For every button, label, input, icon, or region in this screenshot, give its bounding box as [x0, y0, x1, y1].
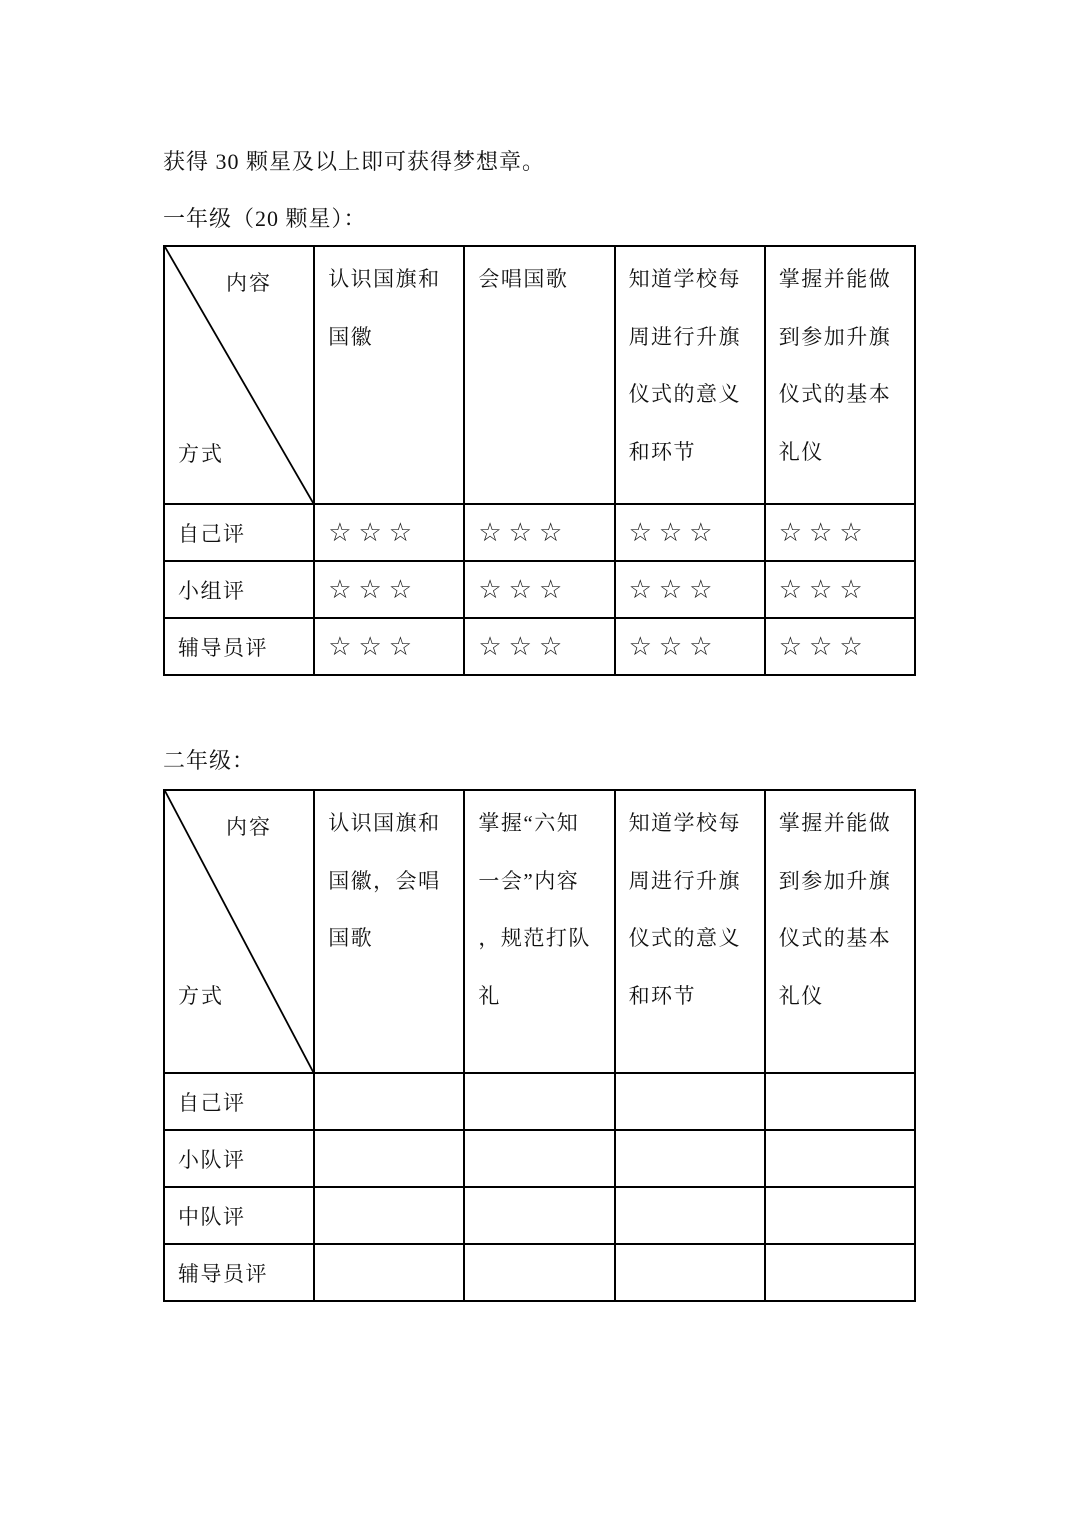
row-label: 自己评 [164, 504, 314, 561]
grade2-column-header-2: 掌握“六知一会”内容，规范打队礼 [464, 790, 614, 1073]
star-rating-cell: ☆☆☆ [615, 618, 765, 675]
grade1-column-header-1: 认识国旗和国徽 [314, 246, 464, 504]
grade1-header-row [164, 246, 915, 504]
grade1-column-header-2: 会唱国歌 [464, 246, 614, 504]
row-label: 小组评 [164, 561, 314, 618]
row-label: 辅导员评 [164, 618, 314, 675]
grade1-corner-cell [164, 246, 314, 504]
grade2-row-counselor [164, 1244, 915, 1301]
grade1-column-header-3: 知道学校每周进行升旗仪式的意义和环节 [615, 246, 765, 504]
row-label: 中队评 [164, 1187, 314, 1244]
grade1-row-self [164, 504, 915, 561]
empty-rating-cell [765, 1244, 915, 1301]
empty-rating-cell [765, 1130, 915, 1187]
empty-rating-cell [314, 1073, 464, 1130]
grade2-column-header-3: 知道学校每周进行升旗仪式的意义和环节 [615, 790, 765, 1073]
star-rating-cell: ☆☆☆ [464, 504, 614, 561]
grade2-column-header-4: 掌握并能做到参加升旗仪式的基本礼仪 [765, 790, 915, 1073]
corner-content-label: 内容 [226, 815, 272, 839]
star-rating-cell: ☆☆☆ [314, 618, 464, 675]
star-rating-cell: ☆☆☆ [314, 561, 464, 618]
star-rating-cell: ☆☆☆ [464, 618, 614, 675]
grade2-column-header-1: 认识国旗和国徽，会唱国歌 [314, 790, 464, 1073]
empty-rating-cell [314, 1130, 464, 1187]
grade1-table [163, 245, 916, 676]
grade2-table [163, 789, 916, 1302]
grade1-row-group [164, 561, 915, 618]
grade2-corner-cell [164, 790, 314, 1073]
empty-rating-cell [464, 1130, 614, 1187]
star-rating-cell: ☆☆☆ [314, 504, 464, 561]
star-rating-cell: ☆☆☆ [765, 504, 915, 561]
grade1-row-counselor [164, 618, 915, 675]
empty-rating-cell [765, 1187, 915, 1244]
grade2-row-middle-team [164, 1187, 915, 1244]
corner-content-label: 内容 [226, 271, 272, 295]
empty-rating-cell [314, 1244, 464, 1301]
row-label: 小队评 [164, 1130, 314, 1187]
empty-rating-cell [314, 1187, 464, 1244]
corner-method-label: 方式 [178, 984, 224, 1008]
section2-title: 二年级： [163, 748, 256, 773]
grade1-column-header-4: 掌握并能做到参加升旗仪式的基本礼仪 [765, 246, 915, 504]
star-rating-cell: ☆☆☆ [765, 618, 915, 675]
star-rating-cell: ☆☆☆ [464, 561, 614, 618]
row-label: 自己评 [164, 1073, 314, 1130]
empty-rating-cell [765, 1073, 915, 1130]
empty-rating-cell [464, 1073, 614, 1130]
grade2-header-row [164, 790, 915, 1073]
star-rating-cell: ☆☆☆ [615, 561, 765, 618]
star-rating-cell: ☆☆☆ [765, 561, 915, 618]
empty-rating-cell [615, 1244, 765, 1301]
empty-rating-cell [615, 1187, 765, 1244]
row-label: 辅导员评 [164, 1244, 314, 1301]
empty-rating-cell [464, 1244, 614, 1301]
corner-method-label: 方式 [178, 442, 224, 466]
empty-rating-cell [615, 1073, 765, 1130]
empty-rating-cell [464, 1187, 614, 1244]
grade2-row-small-team [164, 1130, 915, 1187]
star-rating-cell: ☆☆☆ [615, 504, 765, 561]
empty-rating-cell [615, 1130, 765, 1187]
section1-title: 一年级（20 颗星）： [163, 206, 367, 231]
intro-text: 获得 30 颗星及以上即可获得梦想章。 [163, 149, 546, 174]
grade2-row-self [164, 1073, 915, 1130]
